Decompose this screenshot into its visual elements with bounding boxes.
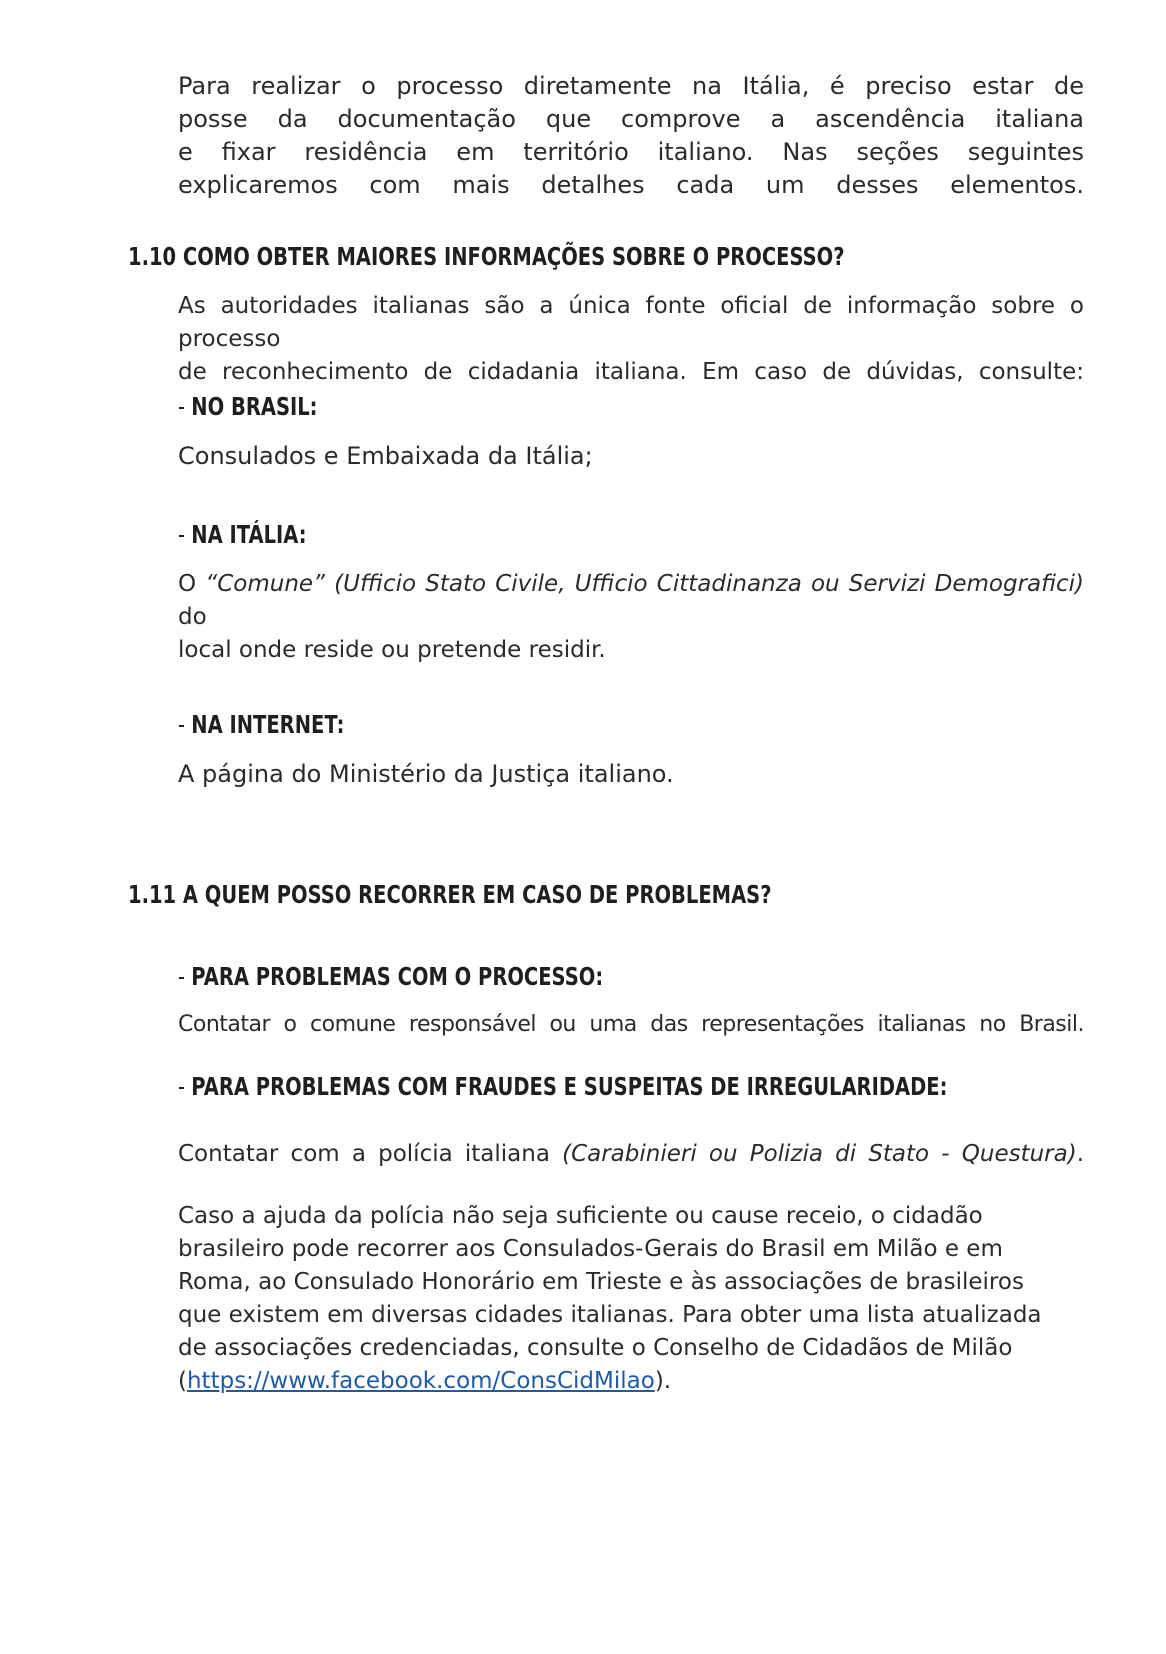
paren-close: ). [654,1368,672,1394]
subheading-text: NA ITÁLIA: [191,520,307,549]
intro-line: Para realizar o processo diretamente na Itália, é preciso estar de [178,72,1084,100]
subheading-dash: - [178,392,186,421]
ajuda-line: que existem em diversas cidades italianas. Para obter uma lista atualizada [178,1302,1042,1328]
no-brasil-text: Consulados e Embaixada da Itália; [178,442,593,470]
subheading-text: NO BRASIL: [191,392,318,421]
subheading-dash: - [178,1072,186,1101]
body-line: As autoridades italianas são a única fonte oficial de informação sobre o processo [178,293,1084,352]
ajuda-line: brasileiro pode recorrer aos Consulados-Gerais do Brasil em Milão e em [178,1236,1003,1262]
fraudes-text [178,1138,1084,1171]
subheading-no-brasil [178,392,317,421]
intro-line: explicaremos com mais detalhes cada um desses elementos. [178,171,1084,199]
subheading-dash: - [178,962,186,991]
ajuda-link-line [178,1365,1084,1398]
section-heading-1-11 [128,880,772,909]
section-title: A QUEM POSSO RECORRER EM CASO DE PROBLEMAS? [182,880,772,909]
ajuda-line: Caso a ajuda da polícia não seja suficiente ou cause receio, o cidadão [178,1203,983,1229]
section-number: 1.11 [128,880,177,909]
na-internet-text: A página do Ministério da Justiça italiano. [178,760,674,788]
section-heading-1-10 [128,242,845,271]
problemas-processo-text: Contatar o comune responsável ou uma das representações italianas no Brasil. [178,1012,1084,1037]
subheading-na-internet [178,710,344,739]
na-italia-text [178,568,1084,667]
ajuda-paragraph [178,1200,1084,1398]
ajuda-line: de associações credenciadas, consulte o Conselho de Cidadãos de Milão [178,1335,1013,1361]
paren-open: ( [178,1368,187,1394]
subheading-problemas-processo [178,962,603,991]
subheading-text: NA INTERNET: [191,710,345,739]
subheading-fraudes [178,1072,947,1101]
italic-segment: “Comune” (Ufficio Stato Civile, Ufficio Cittadinanza ou Servizi Demografici) [205,571,1084,597]
italic-segment: (Carabinieri ou Polizia di Stato - Questura) [562,1141,1077,1167]
text-segment: O [178,571,206,597]
na-italia-line-2: local onde reside ou pretende residir. [178,637,606,663]
subheading-na-italia [178,520,307,549]
subheading-dash: - [178,710,186,739]
section-1-10-body [178,290,1084,389]
intro-line: posse da documentação que comprove a ascendência italiana [178,105,1084,133]
ajuda-line: Roma, ao Consulado Honorário em Trieste e às associações de brasileiros [178,1269,1024,1295]
text-segment: Contatar com a polícia italiana [178,1141,563,1167]
text-segment: . [1076,1141,1085,1167]
intro-line: e fixar residência em território italiano. Nas seções seguintes [178,138,1084,166]
facebook-link[interactable]: https://www.facebook.com/ConsCidMilao [186,1368,655,1394]
body-line: de reconhecimento de cidadania italiana. Em caso de dúvidas, consulte: [178,359,1084,385]
subheading-text: PARA PROBLEMAS COM O PROCESSO: [191,962,604,991]
section-title: COMO OBTER MAIORES INFORMAÇÕES SOBRE O PROCESSO? [182,242,845,271]
na-italia-line-1 [178,568,1084,634]
text-segment: do [178,604,207,630]
section-number: 1.10 [128,242,177,271]
intro-paragraph [178,70,1084,202]
subheading-dash: - [178,520,186,549]
subheading-text: PARA PROBLEMAS COM FRAUDES E SUSPEITAS DE IRREGULARIDADE: [191,1072,948,1101]
